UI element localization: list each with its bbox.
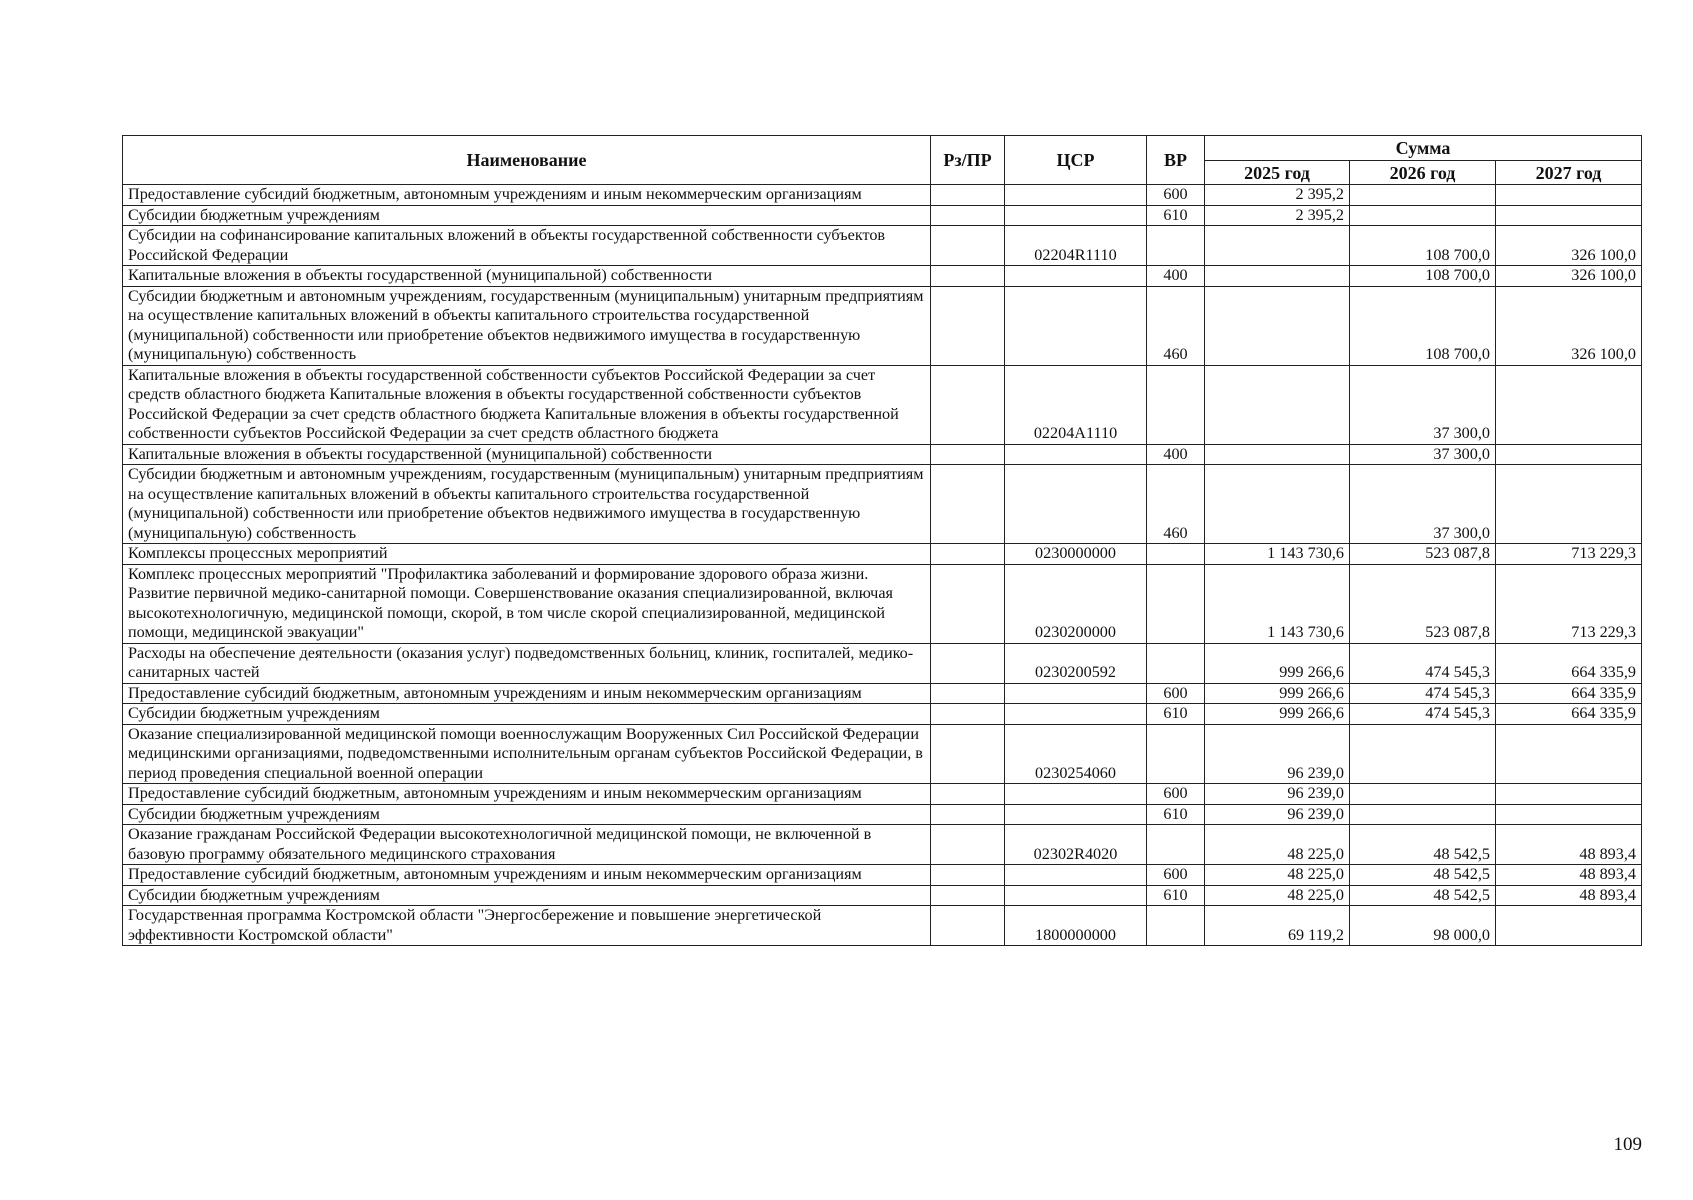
- cell-rzpr: [931, 564, 1005, 643]
- cell-rzpr: [931, 286, 1005, 365]
- header-sum: Сумма: [1205, 136, 1642, 161]
- cell-csr: [1005, 804, 1147, 825]
- cell-rzpr: [931, 465, 1005, 544]
- cell-vr: [1147, 226, 1205, 266]
- table-row: [123, 804, 1642, 825]
- header-vr: ВР: [1147, 136, 1205, 185]
- cell-vr: 610: [1147, 804, 1205, 825]
- cell-y2027: 664 335,9: [1496, 643, 1642, 683]
- cell-y2026: [1350, 784, 1496, 805]
- cell-y2026: 37 300,0: [1350, 444, 1496, 465]
- cell-y2027: 713 229,3: [1496, 544, 1642, 565]
- cell-y2025: 48 225,0: [1205, 885, 1350, 906]
- cell-name: Капитальные вложения в объекты государственной (муниципальной) собственности: [123, 444, 931, 465]
- cell-vr: [1147, 643, 1205, 683]
- cell-rzpr: [931, 226, 1005, 266]
- cell-y2026: 474 545,3: [1350, 643, 1496, 683]
- cell-name: Субсидии бюджетным и автономным учреждениям, государственным (муниципальным) унитарным предприятиям на осуществление капитальных вложений в объекты капитального строительства государственной (муниципальной) собственности или приобретение объектов недвижимого имущества в государственную (муниципальную) собственность: [123, 286, 931, 365]
- table-row: [123, 444, 1642, 465]
- table-row: [123, 643, 1642, 683]
- cell-y2026: 48 542,5: [1350, 885, 1496, 906]
- cell-csr: 1800000000: [1005, 906, 1147, 946]
- cell-name: Субсидии бюджетным учреждениям: [123, 205, 931, 226]
- cell-y2025: 999 266,6: [1205, 704, 1350, 725]
- cell-y2025: 48 225,0: [1205, 825, 1350, 865]
- table-header: [123, 136, 1642, 185]
- cell-vr: 460: [1147, 286, 1205, 365]
- table-row: [123, 226, 1642, 266]
- table-row: [123, 825, 1642, 865]
- cell-y2027: 713 229,3: [1496, 564, 1642, 643]
- cell-csr: [1005, 185, 1147, 206]
- header-2025: 2025 год: [1205, 161, 1350, 185]
- table-body: [123, 185, 1642, 946]
- cell-rzpr: [931, 365, 1005, 444]
- cell-csr: [1005, 683, 1147, 704]
- cell-csr: [1005, 784, 1147, 805]
- cell-y2026: 474 545,3: [1350, 704, 1496, 725]
- cell-rzpr: [931, 804, 1005, 825]
- cell-y2026: [1350, 804, 1496, 825]
- header-name: Наименование: [123, 136, 931, 185]
- cell-y2027: 326 100,0: [1496, 226, 1642, 266]
- cell-name: Субсидии бюджетным и автономным учреждениям, государственным (муниципальным) унитарным предприятиям на осуществление капитальных вложений в объекты капитального строительства государственной (муниципальной) собственности или приобретение объектов недвижимого имущества в государственную (муниципальную) собственность: [123, 465, 931, 544]
- cell-csr: [1005, 266, 1147, 287]
- cell-rzpr: [931, 643, 1005, 683]
- cell-y2025: 96 239,0: [1205, 784, 1350, 805]
- cell-rzpr: [931, 885, 1005, 906]
- table-row: [123, 205, 1642, 226]
- cell-y2026: 37 300,0: [1350, 465, 1496, 544]
- cell-y2027: [1496, 784, 1642, 805]
- cell-y2026: [1350, 724, 1496, 784]
- cell-y2027: 48 893,4: [1496, 865, 1642, 886]
- cell-vr: 400: [1147, 444, 1205, 465]
- cell-vr: [1147, 825, 1205, 865]
- cell-name: Оказание гражданам Российской Федерации высокотехнологичной медицинской помощи, не включенной в базовую программу обязательного медицинского страхования: [123, 825, 931, 865]
- table-row: [123, 885, 1642, 906]
- cell-rzpr: [931, 784, 1005, 805]
- cell-rzpr: [931, 205, 1005, 226]
- cell-y2026: 48 542,5: [1350, 825, 1496, 865]
- cell-y2027: [1496, 906, 1642, 946]
- cell-name: Капитальные вложения в объекты государственной (муниципальной) собственности: [123, 266, 931, 287]
- cell-csr: [1005, 885, 1147, 906]
- cell-name: Государственная программа Костромской области "Энергосбережение и повышение энергетической эффективности Костромской области": [123, 906, 931, 946]
- cell-vr: 610: [1147, 205, 1205, 226]
- cell-y2027: [1496, 365, 1642, 444]
- header-csr: ЦСР: [1005, 136, 1147, 185]
- cell-vr: [1147, 906, 1205, 946]
- table-row: [123, 185, 1642, 206]
- cell-vr: 460: [1147, 465, 1205, 544]
- cell-csr: [1005, 444, 1147, 465]
- cell-y2026: 98 000,0: [1350, 906, 1496, 946]
- cell-y2025: 2 395,2: [1205, 205, 1350, 226]
- cell-y2025: 1 143 730,6: [1205, 544, 1350, 565]
- cell-rzpr: [931, 906, 1005, 946]
- cell-y2025: [1205, 365, 1350, 444]
- cell-name: Предоставление субсидий бюджетным, автономным учреждениям и иным некоммерческим организациям: [123, 784, 931, 805]
- cell-y2025: 69 119,2: [1205, 906, 1350, 946]
- cell-y2027: [1496, 465, 1642, 544]
- cell-name: Предоставление субсидий бюджетным, автономным учреждениям и иным некоммерческим организациям: [123, 683, 931, 704]
- cell-y2025: 96 239,0: [1205, 724, 1350, 784]
- table-row: [123, 286, 1642, 365]
- cell-y2026: 523 087,8: [1350, 544, 1496, 565]
- cell-vr: [1147, 544, 1205, 565]
- cell-rzpr: [931, 865, 1005, 886]
- cell-y2026: 108 700,0: [1350, 226, 1496, 266]
- cell-rzpr: [931, 444, 1005, 465]
- table-row: [123, 683, 1642, 704]
- cell-y2027: 48 893,4: [1496, 885, 1642, 906]
- cell-y2025: 999 266,6: [1205, 683, 1350, 704]
- table-row: [123, 784, 1642, 805]
- cell-y2025: 1 143 730,6: [1205, 564, 1350, 643]
- cell-vr: [1147, 564, 1205, 643]
- cell-vr: [1147, 365, 1205, 444]
- table-row: [123, 544, 1642, 565]
- cell-y2026: 108 700,0: [1350, 266, 1496, 287]
- cell-csr: 0230200000: [1005, 564, 1147, 643]
- cell-vr: 600: [1147, 865, 1205, 886]
- cell-y2026: 37 300,0: [1350, 365, 1496, 444]
- cell-csr: 0230254060: [1005, 724, 1147, 784]
- cell-y2025: [1205, 266, 1350, 287]
- cell-y2025: [1205, 465, 1350, 544]
- cell-csr: [1005, 465, 1147, 544]
- table-row: [123, 865, 1642, 886]
- cell-csr: [1005, 286, 1147, 365]
- cell-y2025: 96 239,0: [1205, 804, 1350, 825]
- cell-name: Предоставление субсидий бюджетным, автономным учреждениям и иным некоммерческим организациям: [123, 865, 931, 886]
- cell-y2027: 48 893,4: [1496, 825, 1642, 865]
- cell-rzpr: [931, 825, 1005, 865]
- cell-y2025: [1205, 226, 1350, 266]
- cell-csr: 0230200592: [1005, 643, 1147, 683]
- cell-vr: 610: [1147, 885, 1205, 906]
- cell-y2027: 664 335,9: [1496, 683, 1642, 704]
- table-row: [123, 365, 1642, 444]
- cell-vr: 600: [1147, 185, 1205, 206]
- cell-y2025: 2 395,2: [1205, 185, 1350, 206]
- cell-y2027: [1496, 724, 1642, 784]
- table-row: [123, 564, 1642, 643]
- header-rzpr: Рз/ПР: [931, 136, 1005, 185]
- table-row: [123, 724, 1642, 784]
- cell-rzpr: [931, 724, 1005, 784]
- cell-y2025: 999 266,6: [1205, 643, 1350, 683]
- cell-rzpr: [931, 185, 1005, 206]
- cell-y2026: 48 542,5: [1350, 865, 1496, 886]
- cell-rzpr: [931, 544, 1005, 565]
- cell-rzpr: [931, 683, 1005, 704]
- cell-name: Предоставление субсидий бюджетным, автономным учреждениям и иным некоммерческим организациям: [123, 185, 931, 206]
- cell-vr: 600: [1147, 784, 1205, 805]
- cell-name: Субсидии бюджетным учреждениям: [123, 704, 931, 725]
- cell-name: Субсидии бюджетным учреждениям: [123, 804, 931, 825]
- cell-y2027: 326 100,0: [1496, 266, 1642, 287]
- cell-csr: 02204R1110: [1005, 226, 1147, 266]
- cell-name: Капитальные вложения в объекты государственной собственности субъектов Российской Федерации за счет средств областного бюджета Капитальные вложения в объекты государственной собственности субъектов Российской Федерации за счет средств областного бюджета Капитальные вложения в объекты государственной собственности субъектов Российской Федерации за счет средств областного бюджета: [123, 365, 931, 444]
- table-row: [123, 704, 1642, 725]
- table-row: [123, 465, 1642, 544]
- cell-y2027: 664 335,9: [1496, 704, 1642, 725]
- header-2027: 2027 год: [1496, 161, 1642, 185]
- table-row: [123, 266, 1642, 287]
- cell-rzpr: [931, 704, 1005, 725]
- cell-y2027: 326 100,0: [1496, 286, 1642, 365]
- cell-csr: [1005, 704, 1147, 725]
- cell-name: Оказание специализированной медицинской помощи военнослужащим Вооруженных Сил Российской Федерации медицинскими организациями, подведомственными исполнительным органам субъектов Российской Федерации, в период проведения специальной военной операции: [123, 724, 931, 784]
- cell-csr: [1005, 865, 1147, 886]
- cell-y2026: [1350, 185, 1496, 206]
- table-row: [123, 906, 1642, 946]
- cell-name: Комплекс процессных мероприятий "Профилактика заболеваний и формирование здорового образа жизни. Развитие первичной медико-санитарной помощи. Совершенствование оказания специализированной, включая высокотехнологичную, медицинской помощи, скорой, в том числе скорой специализированной, медицинской помощи, медицинской эвакуации": [123, 564, 931, 643]
- header-2026: 2026 год: [1350, 161, 1496, 185]
- budget-table: [122, 135, 1642, 946]
- cell-csr: 02302R4020: [1005, 825, 1147, 865]
- cell-name: Комплексы процессных мероприятий: [123, 544, 931, 565]
- cell-y2027: [1496, 444, 1642, 465]
- cell-csr: 02204A1110: [1005, 365, 1147, 444]
- page-number: 109: [1613, 1134, 1642, 1155]
- cell-csr: [1005, 205, 1147, 226]
- cell-csr: 0230000000: [1005, 544, 1147, 565]
- cell-vr: 400: [1147, 266, 1205, 287]
- cell-y2026: 523 087,8: [1350, 564, 1496, 643]
- cell-vr: 600: [1147, 683, 1205, 704]
- cell-y2027: [1496, 804, 1642, 825]
- cell-name: Расходы на обеспечение деятельности (оказания услуг) подведомственных больниц, клиник, госпиталей, медико-санитарных частей: [123, 643, 931, 683]
- cell-y2025: 48 225,0: [1205, 865, 1350, 886]
- cell-y2027: [1496, 205, 1642, 226]
- cell-y2025: [1205, 286, 1350, 365]
- cell-rzpr: [931, 266, 1005, 287]
- cell-y2026: 474 545,3: [1350, 683, 1496, 704]
- cell-y2026: [1350, 205, 1496, 226]
- cell-y2026: 108 700,0: [1350, 286, 1496, 365]
- cell-vr: [1147, 724, 1205, 784]
- cell-y2025: [1205, 444, 1350, 465]
- cell-name: Субсидии на софинансирование капитальных вложений в объекты государственной собственности субъектов Российской Федерации: [123, 226, 931, 266]
- cell-vr: 610: [1147, 704, 1205, 725]
- cell-y2027: [1496, 185, 1642, 206]
- cell-name: Субсидии бюджетным учреждениям: [123, 885, 931, 906]
